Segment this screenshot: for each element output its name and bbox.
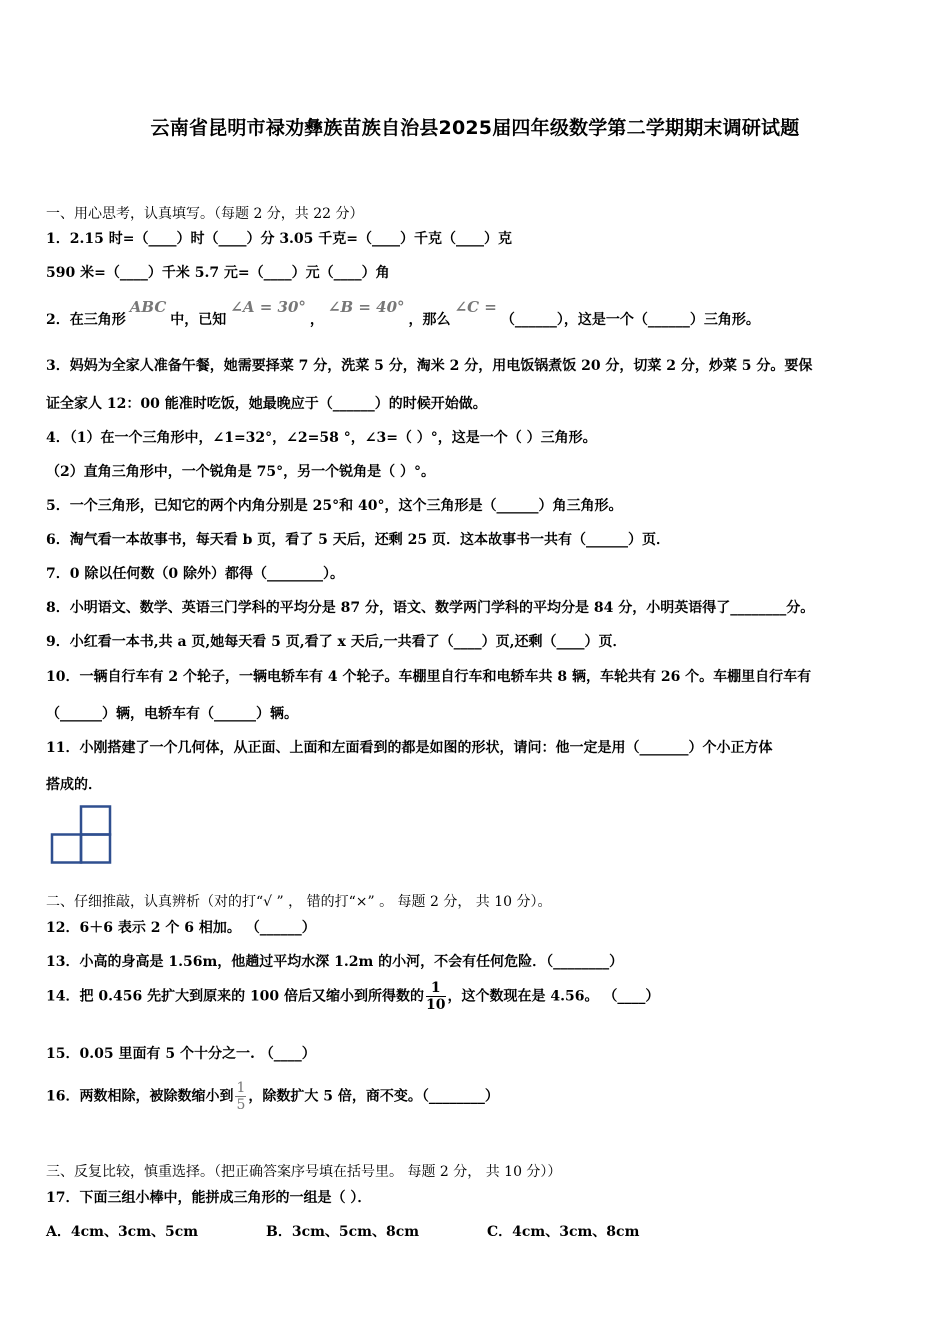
q2-suffix: （______），这是一个（______）三角形。: [500, 312, 760, 328]
angle-b: ∠B = 40°: [327, 298, 405, 316]
question-6: 6．淘气看一本故事书，每天看 b 页，看了 5 天后，还剩 25 页．这本故事书一共有（______）页．: [46, 532, 670, 548]
q2-mid-1: 中，已知: [170, 312, 227, 328]
question-3-line-2: 证全家人 12：00 能准时吃饭，她最晚应于（______）的时候开始做。: [46, 396, 487, 412]
question-10-line-1: 10．一辆自行车有 2 个轮子，一辆电轿车有 4 个轮子。车棚里自行车和电轿车共 8 辆，车轮共有 26 个。车棚里自行车有: [46, 669, 812, 685]
question-11-line-1: 11．小刚搭建了一个几何体，从正面、上面和左面看到的都是如图的形状，请问：他一定是用（_______）个小正方体: [46, 740, 773, 756]
question-1-line-1: 1．2.15 时=（____）时（____）分 3.05 千克=（____）千克（____）克: [46, 231, 513, 247]
question-1-line-2: 590 米=（____）千米 5.7 元=（____）元（____）角: [46, 265, 390, 281]
angle-c: ∠C =: [454, 298, 497, 316]
angle-a: ∠A = 30°: [230, 298, 306, 316]
question-5: 5．一个三角形，已知它的两个内角分别是 25°和 40°，这个三角形是（______）角三角形。: [46, 498, 623, 514]
question-13: 13．小高的身高是 1.56m，他趟过平均水深 1.2m 的小河，不会有任何危险．（________）: [46, 954, 624, 970]
q2-mid-2: ，那么: [408, 312, 451, 328]
question-7: 7．0 除以任何数（0 除外）都得（________）。: [46, 566, 344, 582]
question-14: [46, 980, 659, 1013]
q2-prefix: 2．在三角形: [46, 312, 126, 328]
question-11-line-2: 搭成的．: [46, 777, 102, 793]
q2-comma: ，: [309, 312, 324, 328]
section-1-heading: 一、用心思考，认真填写。（每题 2 分，共 22 分）: [46, 206, 364, 222]
q16-prefix: 16．两数相除，被除数缩小到: [46, 1088, 234, 1105]
question-4-line-2: （2）直角三角形中，一个锐角是 75°，另一个锐角是（ ）°。: [46, 464, 435, 480]
bottom-left-square: [52, 835, 81, 863]
question-3-line-1: 3．妈妈为全家人准备午餐，她需要择菜 7 分，洗菜 5 分，淘米 2 分，用电饭锅煮饭 20 分，切菜 2 分，炒菜 5 分。要保: [46, 358, 813, 374]
question-15: 15．0.05 里面有 5 个十分之一. （____）: [46, 1046, 316, 1062]
q17-option-c: C．4cm、3cm、8cm: [487, 1224, 640, 1240]
question-8: 8．小明语文、数学、英语三门学科的平均分是 87 分，语文、数学两门学科的平均分是 84 分，小明英语得了________分。: [46, 600, 815, 616]
section-3-heading: 三、反复比较，慎重选择。（把正确答案序号填在括号里。 每题 2 分， 共 10 分））: [46, 1164, 562, 1180]
question-16: [46, 1080, 499, 1113]
q16-suffix: ，除数扩大 5 倍，商不变。（________）: [248, 1088, 499, 1105]
q17-option-b: B．3cm、5cm、8cm: [266, 1224, 420, 1240]
question-17: 17．下面三组小棒中，能拼成三角形的一组是（ ）．: [46, 1190, 372, 1206]
question-12: 12．6＋6 表示 2 个 6 相加。 （______）: [46, 920, 316, 936]
section-2-heading: 二、仔细推敲，认真辨析（对的打“√ ” ， 错的打“×” 。 每题 2 分， 共 10 分）。: [46, 894, 552, 910]
q14-suffix: ，这个数现在是 4.56。 （____）: [447, 988, 660, 1005]
q17-option-a: A．4cm、3cm、5cm: [46, 1224, 199, 1240]
question-10-line-2: （______）辆，电轿车有（______）辆。: [46, 706, 298, 722]
top-square: [81, 807, 110, 835]
fraction-one-tenth: $\frac{1}{10}$: [426, 980, 446, 1013]
bottom-right-square: [81, 835, 110, 863]
fraction-one-fifth: $\frac{1}{5}$: [236, 1080, 246, 1113]
question-4-line-1: 4．（1）在一个三角形中，∠1=32°，∠2=58 °，∠3=（ ）°，这是一个（ ）三角形。: [46, 430, 597, 446]
question-9: 9．小红看一本书,共 a 页,她每天看 5 页,看了 x 天后,一共看了（____）页,还剩（____）页．: [46, 634, 627, 650]
question-2: [46, 298, 760, 329]
q14-prefix: 14．把 0.456 先扩大到原来的 100 倍后又缩小到所得数的: [46, 988, 425, 1005]
page-title: 云南省昆明市禄劝彝族苗族自治县2025届四年级数学第二学期期末调研试题: [150, 117, 800, 139]
triangle-abc: ABC: [129, 298, 167, 316]
cube-view-figure: [50, 805, 114, 867]
